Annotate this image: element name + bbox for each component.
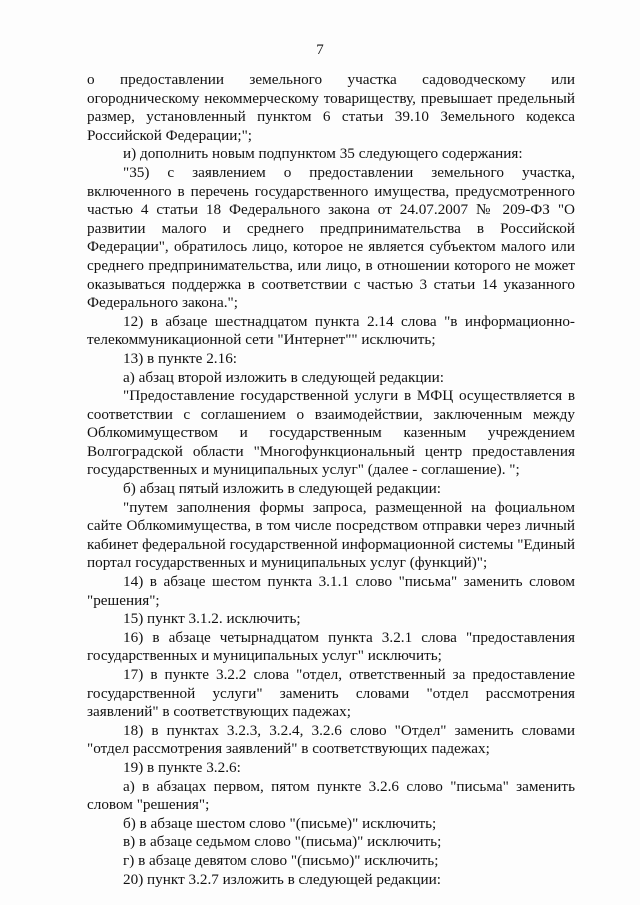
paragraph: а) абзац второй изложить в следующей редакции:	[123, 368, 445, 386]
paragraph: "путем заполнения формы запроса, размещенной на фоциальном сайте Облкомимущества, в том числе посредством отправки через личный кабинет федеральной государственной информационной системы "Единый портал государственных и муниципальных услуг (функций)";	[87, 498, 575, 572]
paragraph: о предоставлении земельного участка садоводческому или огородническому некоммерческому товариществу, превышает предельный размер, установленный пунктом 6 статьи 39.10 Земельного кодекса Российской Федерации;";	[87, 71, 575, 144]
paragraph: 13) в пункте 2.16:	[123, 349, 238, 367]
paragraph: и) дополнить новым подпунктом 35 следующего содержания:	[123, 145, 523, 163]
paragraph: 15) пункт 3.1.2. исключить;	[123, 610, 301, 628]
paragraph: б) в абзаце шестом слово "(письме)" исключить;	[123, 814, 437, 832]
paragraph: 12) в абзаце шестнадцатом пункта 2.14 слова "в информационно-телекоммуникационной сети "Интернет"" исключить;	[87, 312, 575, 349]
paragraph: 14) в абзаце шестом пункта 3.1.1 слово "письма" заменить словом "решения";	[87, 573, 575, 609]
paragraph: 18) в пунктах 3.2.3, 3.2.4, 3.2.6 слово "Отдел" заменить словами "отдел рассмотрения заявлений" в соответствующих падежах;	[87, 721, 575, 758]
paragraph: б) абзац пятый изложить в следующей редакции:	[123, 480, 441, 498]
paragraph: а) в абзацах первом, пятом пункте 3.2.6 слово "письма" заменить словом "решения";	[87, 777, 575, 814]
paragraph: г) в абзаце девятом слово "(письмо)" исключить;	[123, 851, 439, 869]
paragraph: "35) с заявлением о предоставлении земельного участка, включенного в перечень государственного имущества, предусмотренного частью 4 статьи 18 Федерального закона от 24.07.2007 № 209-ФЗ "О развитии малого и среднего предпринимательства в Российской Федерации", обратилось лицо, которое не является субъектом малого или среднего предпринимательства, или лицо, в отношении которого не может оказываться поддержка в соответствии с частью 3 статьи 14 указанного Федерального закона.";	[87, 163, 575, 312]
document-body	[87, 71, 575, 889]
paragraph: 19) в пункте 3.2.6:	[123, 758, 241, 776]
paragraph: "Предоставление государственной услуги в МФЦ осуществляется в соответствии с соглашением о взаимодействии, заключенным между Облкомимуществом и государственным казенным учреждением Волгоградской области "Многофункциональный центр предоставления государственных и муниципальных услуг" (далее - соглашение). ";	[87, 387, 575, 479]
paragraph: 16) в абзаце четырнадцатом пункта 3.2.1 слова "предоставления государственных и муниципальных услуг" исключить;	[87, 628, 575, 665]
page-number: 7	[316, 42, 324, 58]
paragraph: 20) пункт 3.2.7 изложить в следующей редакции:	[123, 870, 442, 888]
paragraph: 17) в пункте 3.2.2 слова "отдел, ответственный за предоставление государственной услуги" заменить словами "отдел рассмотрения заявлений" в соответствующих падежах;	[87, 666, 575, 721]
paragraph: в) в абзаце седьмом слово "(письма)" исключить;	[123, 833, 442, 851]
